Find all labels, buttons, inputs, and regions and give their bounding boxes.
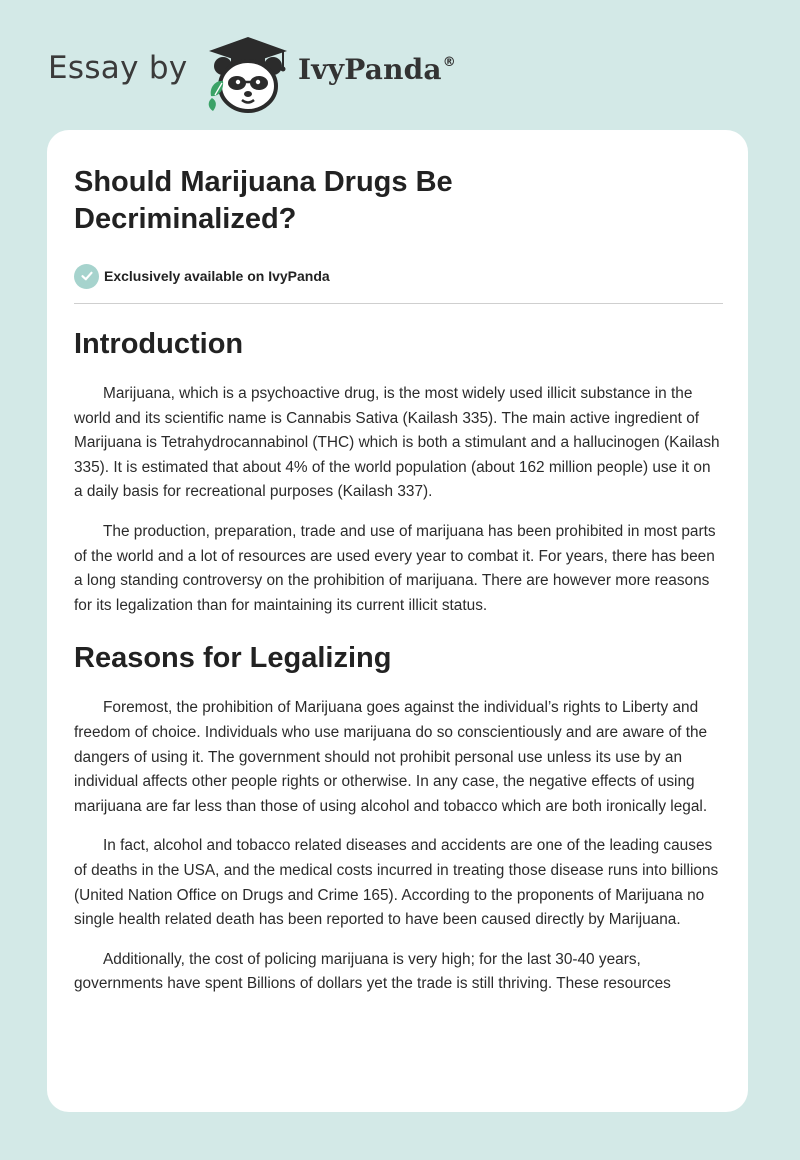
- essay-card: [47, 130, 748, 1112]
- essay-body: [74, 326, 722, 1012]
- section-heading-reasons-for-legalizing: Reasons for Legalizing: [74, 642, 392, 675]
- panda-graduate-logo-icon[interactable]: [203, 34, 293, 114]
- paragraph: Additionally, the cost of policing marijuana is very high; for the last 30-40 years, governments have spent Billions of dollars yet the trade is still thriving. These resources: [74, 950, 671, 993]
- paragraph: Foremost, the prohibition of Marijuana goes against the individual’s rights to Liberty and freedom of choice. Individuals who use marijuana do so conscientiously and are aware of the dangers of using it. The government should not prohibit personal use unless its use by an individual affects other people rights or otherwise. In any case, the negative effects of using marijuana are far less than those of using alcohol and tobacco which are both ironically legal.: [74, 699, 708, 815]
- paragraph: The production, preparation, trade and use of marijuana has been prohibited in most parts of the world and a lot of resources are used every year to combat it. For years, there has been a long standing controversy on the prohibition of marijuana. There are however more reasons for its legalization than for maintaining its current illicit status.: [74, 522, 716, 614]
- title-divider: [74, 303, 723, 304]
- page-title: Should Marijuana Drugs Be Decriminalized?: [74, 166, 453, 235]
- exclusive-badge: [74, 263, 330, 289]
- essay-by-label: Essay by: [48, 50, 188, 86]
- check-circle-icon: [74, 264, 99, 289]
- paragraph: Marijuana, which is a psychoactive drug, is the most widely used illicit substance in the world and its scientific name is Cannabis Sativa (Kailash 335). The main active ingredient of Marijuana is Tetrahydrocannabinol (THC) which is both a stimulant and a hallucinogen (Kailash 335). It is estimated that about 4% of the world population (about 162 million people) use it on a daily basis for recreational purposes (Kailash 337).: [74, 385, 720, 501]
- exclusive-badge-text: Exclusively available on IvyPanda: [104, 268, 330, 284]
- section-heading-introduction: Introduction: [74, 328, 244, 360]
- site-header: [48, 28, 508, 112]
- paragraph: In fact, alcohol and tobacco related diseases and accidents are one of the leading causes of deaths in the USA, and the medical costs incurred in treating those disease runs into billions (United Nation Office on Drugs and Crime 165). According to the proponents of Marijuana no single health related death has been reported to have been caused directly by Marijuana.: [74, 837, 719, 929]
- brand-name[interactable]: IvyPanda®: [298, 53, 456, 86]
